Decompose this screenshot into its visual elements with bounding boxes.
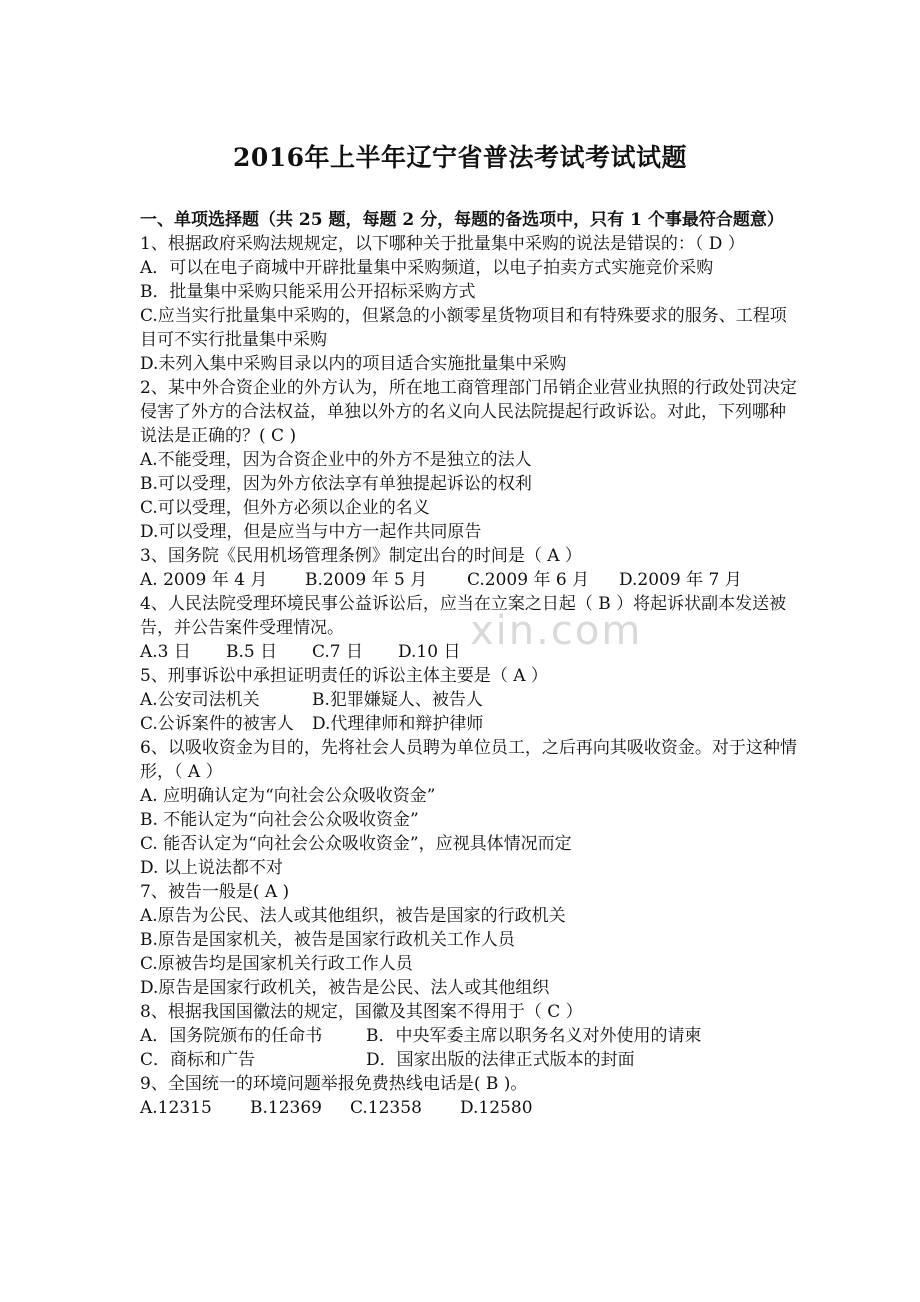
question-2 bbox=[140, 376, 800, 544]
options-row bbox=[140, 712, 800, 736]
options-row bbox=[140, 568, 800, 592]
option-b: B.犯罪嫌疑人、被告人 bbox=[312, 690, 483, 710]
page-title: 2016年上半年辽宁省普法考试考试试题 bbox=[232, 143, 688, 172]
question-3 bbox=[140, 544, 800, 592]
option-a: A.公安司法机关 bbox=[140, 690, 260, 710]
options-row bbox=[140, 688, 800, 712]
options-row bbox=[140, 1024, 800, 1048]
question-1 bbox=[140, 232, 800, 376]
option-d: D.原告是国家行政机关，被告是公民、法人或其他组织 bbox=[140, 978, 550, 998]
question-stem: 3、国务院《民用机场管理条例》制定出台的时间是（ A ） bbox=[140, 546, 582, 566]
option-c: C.可以受理，但外方必须以企业的名义 bbox=[140, 498, 430, 518]
option-a: A.12315 bbox=[140, 1098, 212, 1118]
question-stem: 7、被告一般是( A ) bbox=[140, 882, 290, 902]
option-c: C. 能否认定为“向社会公众吸收资金”，应视具体情况而定 bbox=[140, 834, 572, 854]
option-a: A．可以在电子商城中开辟批量集中采购频道，以电子拍卖方式实施竞价采购 bbox=[140, 258, 714, 278]
options-row bbox=[140, 640, 800, 664]
question-6 bbox=[140, 736, 800, 880]
option-b: B．中央军委主席以职务名义对外使用的请柬 bbox=[366, 1026, 702, 1046]
question-stem: 9、全国统一的环境问题举报免费热线电话是( B )。 bbox=[140, 1074, 528, 1094]
option-a: A. 2009 年 4 月 bbox=[140, 570, 268, 590]
option-d: D．国家出版的法律正式版本的封面 bbox=[366, 1050, 635, 1070]
question-stem: 4、人民法院受理环境民事公益诉讼后，应当在立案之日起（ B ）将起诉状副本发送被告，并公告案件受理情况。 bbox=[140, 594, 787, 638]
option-a: A.不能受理，因为合资企业中的外方不是独立的法人 bbox=[140, 450, 532, 470]
option-a: A.原告为公民、法人或其他组织，被告是国家的行政机关 bbox=[140, 906, 566, 926]
option-a: A. 应明确认定为“向社会公众吸收资金” bbox=[140, 786, 436, 806]
option-a: A．国务院颁布的任命书 bbox=[140, 1026, 323, 1046]
question-stem: 6、以吸收资金为目的，先将社会人员聘为单位员工，之后再向其吸收资金。对于这种情形，（ A ） bbox=[140, 738, 797, 782]
option-b: B.5 日 bbox=[226, 642, 278, 662]
question-stem: 1、根据政府采购法规规定，以下哪种关于批量集中采购的说法是错误的：（ D ） bbox=[140, 234, 745, 254]
watermark: xin.com bbox=[470, 608, 643, 654]
option-c: C.2009 年 6 月 bbox=[467, 570, 590, 590]
option-c: C.应当实行批量集中采购的，但紧急的小额零星货物项目和有特殊要求的服务、工程项目可不实行批量集中采购 bbox=[140, 306, 787, 350]
option-b: B.12369 bbox=[250, 1098, 322, 1118]
options-row bbox=[140, 1048, 800, 1072]
option-b: B.可以受理，因为外方依法享有单独提起诉讼的权利 bbox=[140, 474, 532, 494]
question-stem: 8、根据我国国徽法的规定，国徽及其图案不得用于（ C ） bbox=[140, 1002, 583, 1022]
option-c: C.公诉案件的被害人 bbox=[140, 714, 294, 734]
question-5 bbox=[140, 664, 800, 736]
option-d: D.可以受理，但是应当与中方一起作共同原告 bbox=[140, 522, 482, 542]
question-stem: 2、某中外合资企业的外方认为，所在地工商管理部门吊销企业营业执照的行政处罚决定侵害了外方的合法权益，单独以外方的名义向人民法院提起行政诉讼。对此，下列哪种说法是正确的？( C ) bbox=[140, 378, 797, 446]
option-b: B．批量集中采购只能采用公开招标采购方式 bbox=[140, 282, 476, 302]
question-stem: 5、刑事诉讼中承担证明责任的诉讼主体主要是（ A ） bbox=[140, 666, 548, 686]
option-d: D.2009 年 7 月 bbox=[619, 570, 742, 590]
option-b: B.原告是国家机关，被告是国家行政机关工作人员 bbox=[140, 930, 515, 950]
question-4 bbox=[140, 592, 800, 664]
option-c: C．商标和广告 bbox=[140, 1050, 256, 1070]
section-heading: 一、单项选择题（共 25 题，每题 2 分，每题的备选项中，只有 1 个事最符合题意） bbox=[140, 210, 784, 230]
options-row bbox=[140, 1096, 800, 1120]
option-d: D.10 日 bbox=[398, 642, 461, 662]
option-c: C.原被告均是国家机关行政工作人员 bbox=[140, 954, 413, 974]
option-b: B.2009 年 5 月 bbox=[305, 570, 428, 590]
option-c: C.12358 bbox=[350, 1098, 422, 1118]
question-7 bbox=[140, 880, 800, 1000]
option-d: D. 以上说法都不对 bbox=[140, 858, 283, 878]
option-d: D.代理律师和辩护律师 bbox=[312, 714, 484, 734]
option-a: A.3 日 bbox=[140, 642, 191, 662]
exam-content bbox=[140, 208, 800, 1120]
question-9 bbox=[140, 1072, 800, 1120]
option-d: D.12580 bbox=[460, 1098, 533, 1118]
option-d: D.未列入集中采购目录以内的项目适合实施批量集中采购 bbox=[140, 354, 567, 374]
option-c: C.7 日 bbox=[312, 642, 364, 662]
option-b: B. 不能认定为“向社会公众吸收资金” bbox=[140, 810, 419, 830]
question-8 bbox=[140, 1000, 800, 1072]
